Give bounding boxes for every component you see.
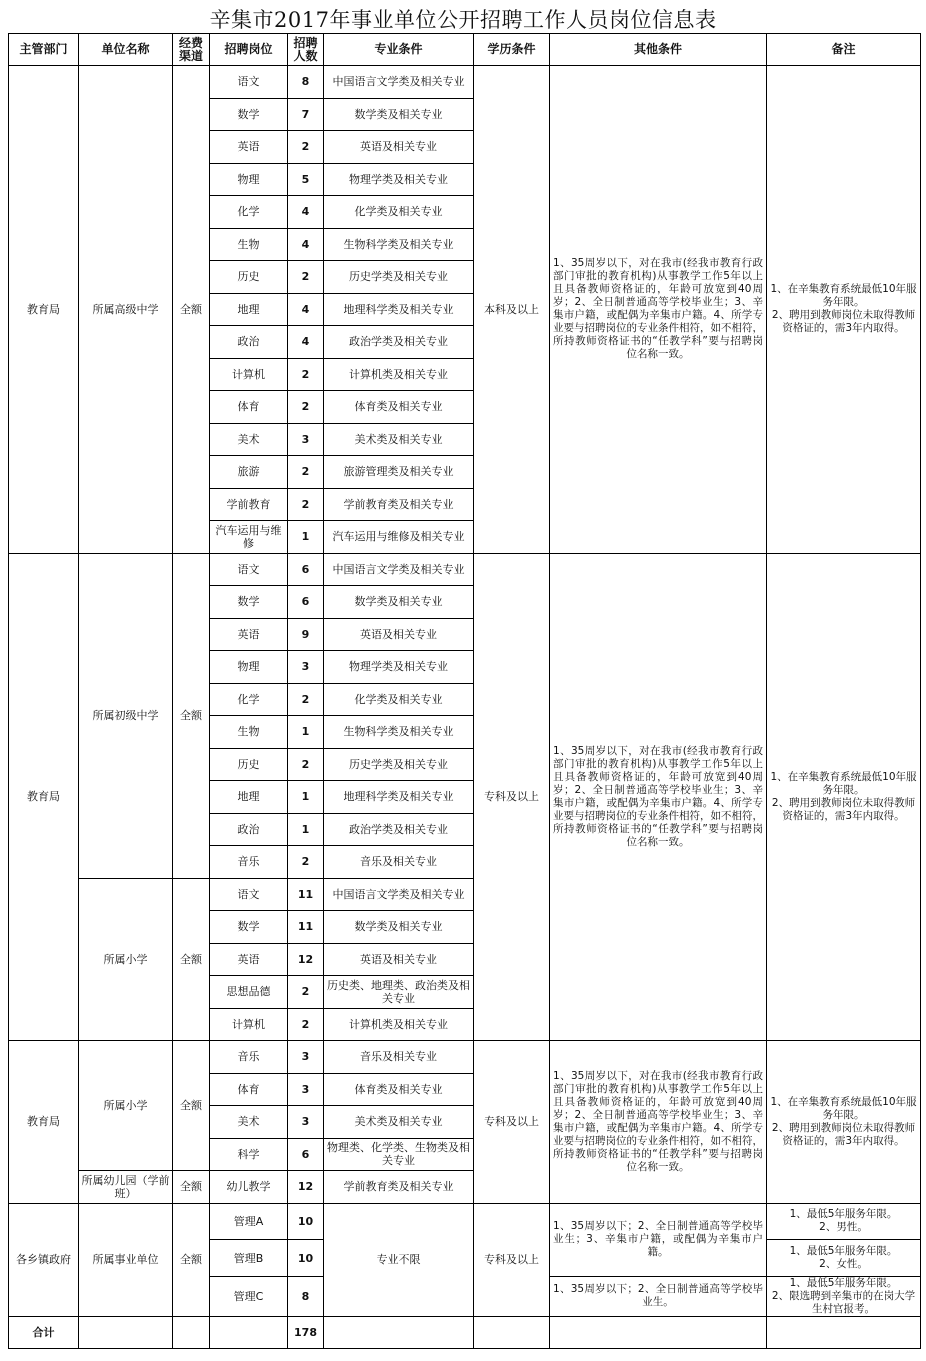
department-cell: 教育局 (9, 553, 79, 1041)
header-note: 备注 (767, 34, 921, 66)
count-cell: 2 (288, 683, 324, 716)
recruitment-table (8, 33, 921, 1349)
header-education: 学历条件 (474, 34, 550, 66)
count-cell: 2 (288, 131, 324, 164)
other-conditions-cell: 1、35周岁以下；2、全日制普通高等学校毕业生；3、辛集市户籍，或配偶为辛集市户籍。 (550, 1203, 767, 1276)
empty-cell (210, 1316, 288, 1348)
major-cell: 物理学类及相关专业 (324, 651, 474, 684)
education-cell: 本科及以上 (474, 66, 550, 554)
count-cell: 10 (288, 1240, 324, 1277)
position-cell: 物理 (210, 163, 288, 196)
position-cell: 政治 (210, 813, 288, 846)
position-cell: 英语 (210, 618, 288, 651)
position-cell: 化学 (210, 196, 288, 229)
count-cell: 2 (288, 358, 324, 391)
count-cell: 6 (288, 586, 324, 619)
count-cell: 3 (288, 1073, 324, 1106)
position-cell: 管理B (210, 1240, 288, 1277)
count-cell: 3 (288, 1041, 324, 1074)
unit-name-cell: 所属高级中学 (79, 66, 173, 554)
count-cell: 5 (288, 163, 324, 196)
funding-cell: 全额 (173, 553, 210, 878)
count-cell: 7 (288, 98, 324, 131)
position-cell: 旅游 (210, 456, 288, 489)
funding-cell: 全额 (173, 1203, 210, 1316)
count-cell: 1 (288, 716, 324, 749)
major-cell: 历史学类及相关专业 (324, 261, 474, 294)
major-cell: 生物科学类及相关专业 (324, 716, 474, 749)
table-row (9, 553, 921, 586)
major-cell: 政治学类及相关专业 (324, 813, 474, 846)
position-cell: 计算机 (210, 358, 288, 391)
count-cell: 12 (288, 1171, 324, 1204)
major-cell: 数学类及相关专业 (324, 98, 474, 131)
major-cell: 学前教育类及相关专业 (324, 488, 474, 521)
note-cell: 1、在辛集教育系统最低10年服务年限。 2、聘用到教师岗位未取得教师资格证的，需3年内取得。 (767, 1041, 921, 1204)
major-cell: 中国语言文学类及相关专业 (324, 66, 474, 99)
count-cell: 3 (288, 651, 324, 684)
major-cell: 音乐及相关专业 (324, 846, 474, 879)
count-cell: 6 (288, 1138, 324, 1171)
total-label: 合计 (9, 1316, 79, 1348)
count-cell: 4 (288, 293, 324, 326)
other-conditions-cell: 1、35周岁以下，对在我市(经我市教育行政部门审批的教育机构)从事教学工作5年以上且具备教师资格证的，年龄可放宽到40周岁；2、全日制普通高等学校毕业生；3、辛集市户籍，或配偶为辛集市户籍。4、所学专业要与招聘岗位的专业条件相符，如不相符，所持教师资格证书的“任教学科”要与招聘岗位名称一致。 (550, 553, 767, 1041)
major-cell: 数学类及相关专业 (324, 586, 474, 619)
note-cell: 1、最低5年服务年限。 2、男性。 (767, 1203, 921, 1240)
major-cell: 物理学类及相关专业 (324, 163, 474, 196)
position-cell: 科学 (210, 1138, 288, 1171)
count-cell: 8 (288, 66, 324, 99)
funding-cell: 全额 (173, 878, 210, 1041)
unit-name-cell: 所属初级中学 (79, 553, 173, 878)
count-cell: 2 (288, 261, 324, 294)
table-row (9, 66, 921, 99)
position-cell: 生物 (210, 228, 288, 261)
other-conditions-cell: 1、35周岁以下；2、全日制普通高等学校毕业生。 (550, 1276, 767, 1316)
position-cell: 语文 (210, 878, 288, 911)
education-cell: 专科及以上 (474, 1041, 550, 1204)
major-cell: 英语及相关专业 (324, 618, 474, 651)
unit-name-cell: 所属小学 (79, 878, 173, 1041)
header-other: 其他条件 (550, 34, 767, 66)
empty-cell (324, 1316, 474, 1348)
other-conditions-cell: 1、35周岁以下，对在我市(经我市教育行政部门审批的教育机构)从事教学工作5年以上且具备教师资格证的，年龄可放宽到40周岁；2、全日制普通高等学校毕业生；3、辛集市户籍，或配偶为辛集市户籍。4、所学专业要与招聘岗位的专业条件相符，如不相符，所持教师资格证书的“任教学科”要与招聘岗位名称一致。 (550, 66, 767, 554)
position-cell: 英语 (210, 131, 288, 164)
major-cell: 旅游管理类及相关专业 (324, 456, 474, 489)
position-cell: 学前教育 (210, 488, 288, 521)
major-cell: 英语及相关专业 (324, 943, 474, 976)
major-cell: 计算机类及相关专业 (324, 358, 474, 391)
count-cell: 2 (288, 846, 324, 879)
major-cell: 音乐及相关专业 (324, 1041, 474, 1074)
major-cell: 化学类及相关专业 (324, 196, 474, 229)
position-cell: 生物 (210, 716, 288, 749)
table-row (9, 1203, 921, 1240)
major-cell: 地理科学类及相关专业 (324, 781, 474, 814)
header-position: 招聘岗位 (210, 34, 288, 66)
unit-name-cell: 所属事业单位 (79, 1203, 173, 1316)
count-cell: 2 (288, 391, 324, 424)
position-cell: 美术 (210, 423, 288, 456)
major-cell: 美术类及相关专业 (324, 423, 474, 456)
position-cell: 地理 (210, 781, 288, 814)
table-row (9, 1041, 921, 1074)
position-cell: 思想品德 (210, 976, 288, 1009)
count-cell: 6 (288, 553, 324, 586)
count-cell: 1 (288, 813, 324, 846)
count-cell: 10 (288, 1203, 324, 1240)
note-cell: 1、在辛集教育系统最低10年服务年限。 2、聘用到教师岗位未取得教师资格证的，需3年内取得。 (767, 66, 921, 554)
other-conditions-cell: 1、35周岁以下，对在我市(经我市教育行政部门审批的教育机构)从事教学工作5年以上且具备教师资格证的，年龄可放宽到40周岁；2、全日制普通高等学校毕业生；3、辛集市户籍，或配偶为辛集市户籍。4、所学专业要与招聘岗位的专业条件相符，如不相符，所持教师资格证书的“任教学科”要与招聘岗位名称一致。 (550, 1041, 767, 1204)
major-cell: 美术类及相关专业 (324, 1106, 474, 1139)
count-cell: 11 (288, 911, 324, 944)
count-cell: 11 (288, 878, 324, 911)
count-cell: 3 (288, 1106, 324, 1139)
empty-cell (767, 1316, 921, 1348)
education-cell: 专科及以上 (474, 1203, 550, 1316)
major-cell: 体育类及相关专业 (324, 1073, 474, 1106)
major-cell: 历史学类及相关专业 (324, 748, 474, 781)
count-cell: 1 (288, 521, 324, 554)
header-major: 专业条件 (324, 34, 474, 66)
department-cell: 教育局 (9, 1041, 79, 1204)
count-cell: 1 (288, 781, 324, 814)
empty-cell (550, 1316, 767, 1348)
count-cell: 4 (288, 196, 324, 229)
position-cell: 地理 (210, 293, 288, 326)
unit-name-cell: 所属小学 (79, 1041, 173, 1171)
total-row (9, 1316, 921, 1348)
major-cell: 体育类及相关专业 (324, 391, 474, 424)
major-cell: 政治学类及相关专业 (324, 326, 474, 359)
position-cell: 音乐 (210, 846, 288, 879)
count-cell: 2 (288, 456, 324, 489)
funding-cell: 全额 (173, 1041, 210, 1171)
major-cell: 地理科学类及相关专业 (324, 293, 474, 326)
position-cell: 历史 (210, 748, 288, 781)
note-cell: 1、最低5年服务年限。 2、限选聘到辛集市的在岗大学生村官报考。 (767, 1276, 921, 1316)
position-cell: 语文 (210, 66, 288, 99)
note-cell: 1、在辛集教育系统最低10年服务年限。 2、聘用到教师岗位未取得教师资格证的，需3年内取得。 (767, 553, 921, 1041)
position-cell: 物理 (210, 651, 288, 684)
count-cell: 8 (288, 1276, 324, 1316)
major-cell: 汽车运用与维修及相关专业 (324, 521, 474, 554)
major-cell: 化学类及相关专业 (324, 683, 474, 716)
major-cell: 英语及相关专业 (324, 131, 474, 164)
education-cell: 专科及以上 (474, 553, 550, 1041)
header-row (9, 34, 921, 66)
header-department: 主管部门 (9, 34, 79, 66)
funding-cell: 全额 (173, 66, 210, 554)
department-cell: 各乡镇政府 (9, 1203, 79, 1316)
count-cell: 12 (288, 943, 324, 976)
position-cell: 体育 (210, 391, 288, 424)
page-title: 辛集市2017年事业单位公开招聘工作人员岗位信息表 (209, 8, 717, 32)
count-cell: 2 (288, 488, 324, 521)
header-count: 招聘人数 (288, 34, 324, 66)
position-cell: 体育 (210, 1073, 288, 1106)
count-cell: 2 (288, 976, 324, 1009)
empty-cell (474, 1316, 550, 1348)
count-cell: 4 (288, 326, 324, 359)
major-cell: 学前教育类及相关专业 (324, 1171, 474, 1204)
count-cell: 4 (288, 228, 324, 261)
position-cell: 化学 (210, 683, 288, 716)
position-cell: 政治 (210, 326, 288, 359)
major-cell: 中国语言文学类及相关专业 (324, 878, 474, 911)
position-cell: 管理C (210, 1276, 288, 1316)
position-cell: 数学 (210, 911, 288, 944)
total-count: 178 (288, 1316, 324, 1348)
position-cell: 管理A (210, 1203, 288, 1240)
funding-cell: 全额 (173, 1171, 210, 1204)
count-cell: 2 (288, 748, 324, 781)
note-cell: 1、最低5年服务年限。 2、女性。 (767, 1240, 921, 1277)
header-unit: 单位名称 (79, 34, 173, 66)
header-funding: 经费渠道 (173, 34, 210, 66)
major-cell: 专业不限 (324, 1203, 474, 1316)
department-cell: 教育局 (9, 66, 79, 554)
major-cell: 中国语言文学类及相关专业 (324, 553, 474, 586)
empty-cell (79, 1316, 173, 1348)
major-cell: 物理类、化学类、生物类及相关专业 (324, 1138, 474, 1171)
position-cell: 英语 (210, 943, 288, 976)
count-cell: 3 (288, 423, 324, 456)
major-cell: 生物科学类及相关专业 (324, 228, 474, 261)
count-cell: 2 (288, 1008, 324, 1041)
position-cell: 美术 (210, 1106, 288, 1139)
position-cell: 音乐 (210, 1041, 288, 1074)
position-cell: 计算机 (210, 1008, 288, 1041)
position-cell: 幼儿教学 (210, 1171, 288, 1204)
position-cell: 汽车运用与维修 (210, 521, 288, 554)
major-cell: 计算机类及相关专业 (324, 1008, 474, 1041)
count-cell: 9 (288, 618, 324, 651)
major-cell: 历史类、地理类、政治类及相关专业 (324, 976, 474, 1009)
empty-cell (173, 1316, 210, 1348)
position-cell: 数学 (210, 586, 288, 619)
unit-name-cell: 所属幼儿园（学前班） (79, 1171, 173, 1204)
position-cell: 数学 (210, 98, 288, 131)
position-cell: 历史 (210, 261, 288, 294)
major-cell: 数学类及相关专业 (324, 911, 474, 944)
position-cell: 语文 (210, 553, 288, 586)
